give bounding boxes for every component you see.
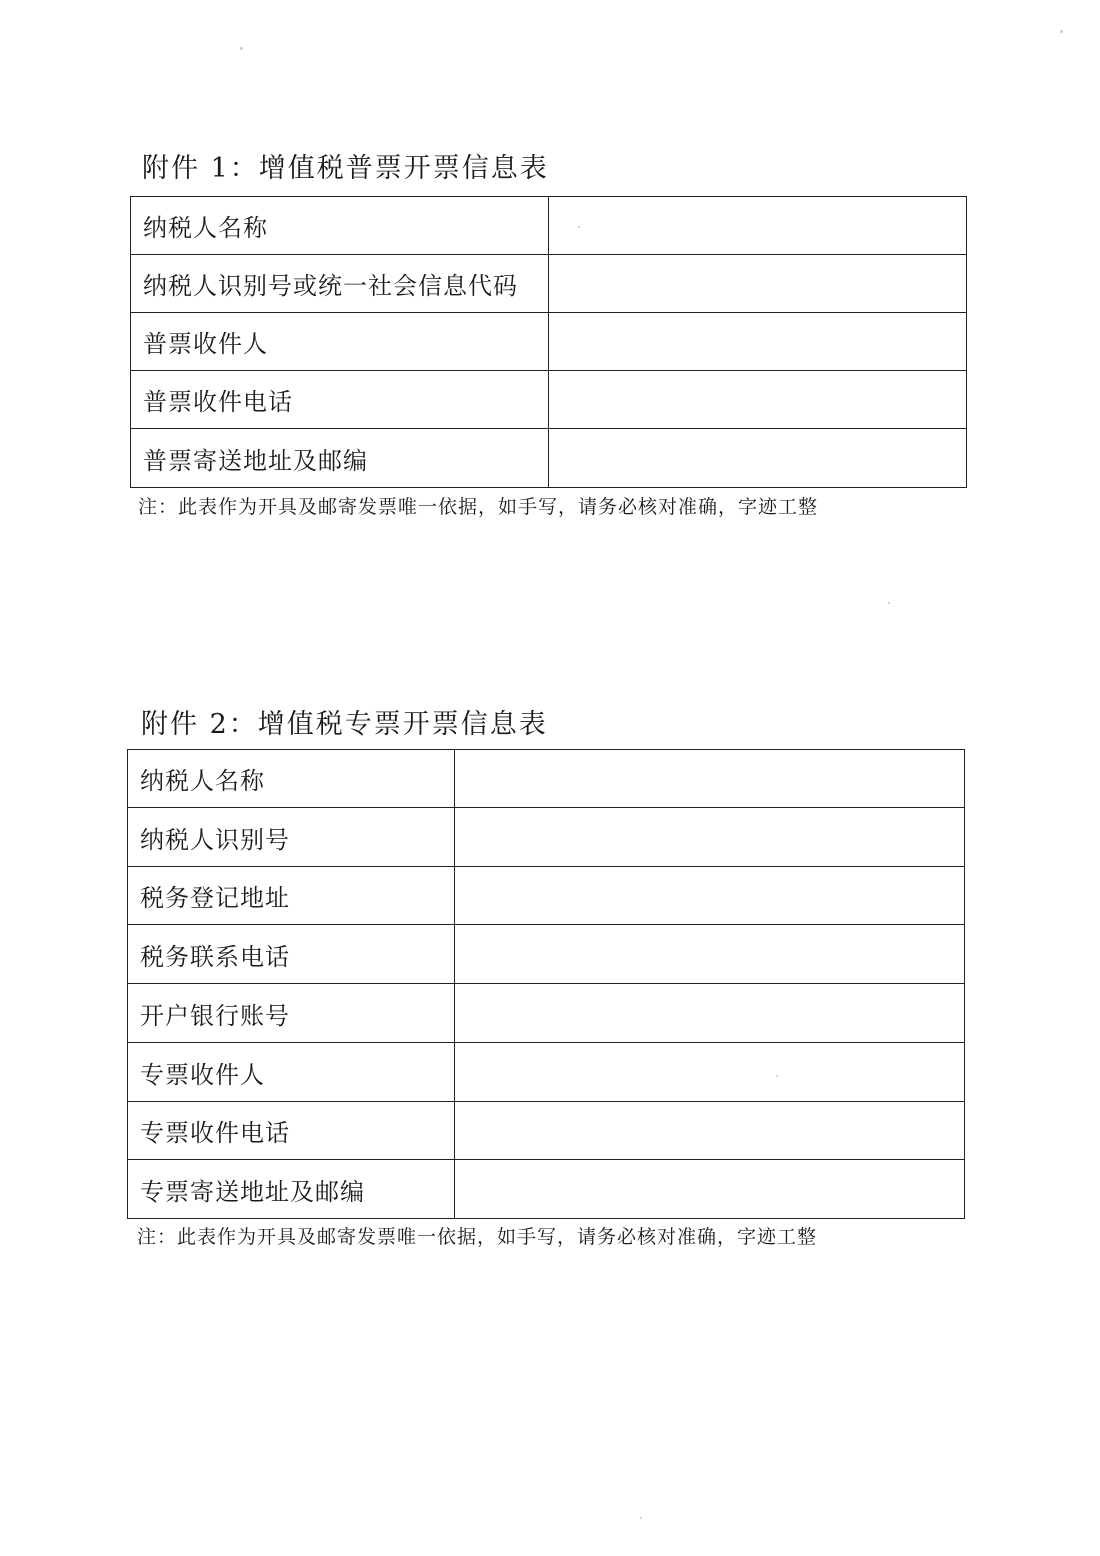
table-row: [131, 371, 967, 429]
table-row: [128, 1160, 965, 1219]
field-label: 税务登记地址: [128, 867, 455, 925]
field-value[interactable]: [548, 371, 966, 429]
scan-speck: [888, 602, 890, 604]
table-row: [128, 984, 965, 1043]
form-1-note: 注：此表作为开具及邮寄发票唯一依据，如手写，请务必核对准确，字迹工整: [138, 496, 819, 518]
form-1-table: [130, 196, 967, 488]
field-value[interactable]: [454, 1102, 964, 1160]
field-value[interactable]: [454, 925, 964, 984]
table-row: [131, 255, 967, 313]
field-label: 专票收件电话: [128, 1102, 455, 1160]
table-row: [128, 750, 965, 808]
form-1-title: 附件 1：增值税普票开票信息表: [142, 153, 549, 184]
scan-speck: [240, 47, 243, 50]
field-value[interactable]: [454, 1043, 964, 1102]
field-value[interactable]: [454, 750, 964, 808]
field-value[interactable]: [548, 429, 966, 488]
field-value[interactable]: [548, 197, 966, 255]
field-label: 普票收件电话: [131, 371, 549, 429]
scan-speck: [1060, 30, 1063, 33]
field-label: 普票寄送地址及邮编: [131, 429, 549, 488]
table-row: [128, 867, 965, 925]
field-label: 普票收件人: [131, 313, 549, 371]
form-2-table: [127, 749, 965, 1219]
scan-speck: [640, 1517, 642, 1519]
field-label: 专票寄送地址及邮编: [128, 1160, 455, 1219]
field-label: 纳税人识别号或统一社会信息代码: [131, 255, 549, 313]
form-2-title: 附件 2：增值税专票开票信息表: [141, 709, 548, 740]
field-value[interactable]: [454, 867, 964, 925]
table-row: [131, 429, 967, 488]
table-row: [131, 197, 967, 255]
field-value[interactable]: [548, 255, 966, 313]
form-2-note: 注：此表作为开具及邮寄发票唯一依据，如手写，请务必核对准确，字迹工整: [137, 1226, 818, 1248]
field-label: 税务联系电话: [128, 925, 455, 984]
field-value[interactable]: [454, 808, 964, 867]
field-label: 纳税人名称: [128, 750, 455, 808]
field-label: 开户银行账号: [128, 984, 455, 1043]
field-label: 纳税人名称: [131, 197, 549, 255]
table-row: [128, 1102, 965, 1160]
field-value[interactable]: [548, 313, 966, 371]
field-label: 纳税人识别号: [128, 808, 455, 867]
field-value[interactable]: [454, 984, 964, 1043]
table-row: [128, 1043, 965, 1102]
field-label: 专票收件人: [128, 1043, 455, 1102]
field-value[interactable]: [454, 1160, 964, 1219]
table-row: [131, 313, 967, 371]
table-row: [128, 808, 965, 867]
table-row: [128, 925, 965, 984]
